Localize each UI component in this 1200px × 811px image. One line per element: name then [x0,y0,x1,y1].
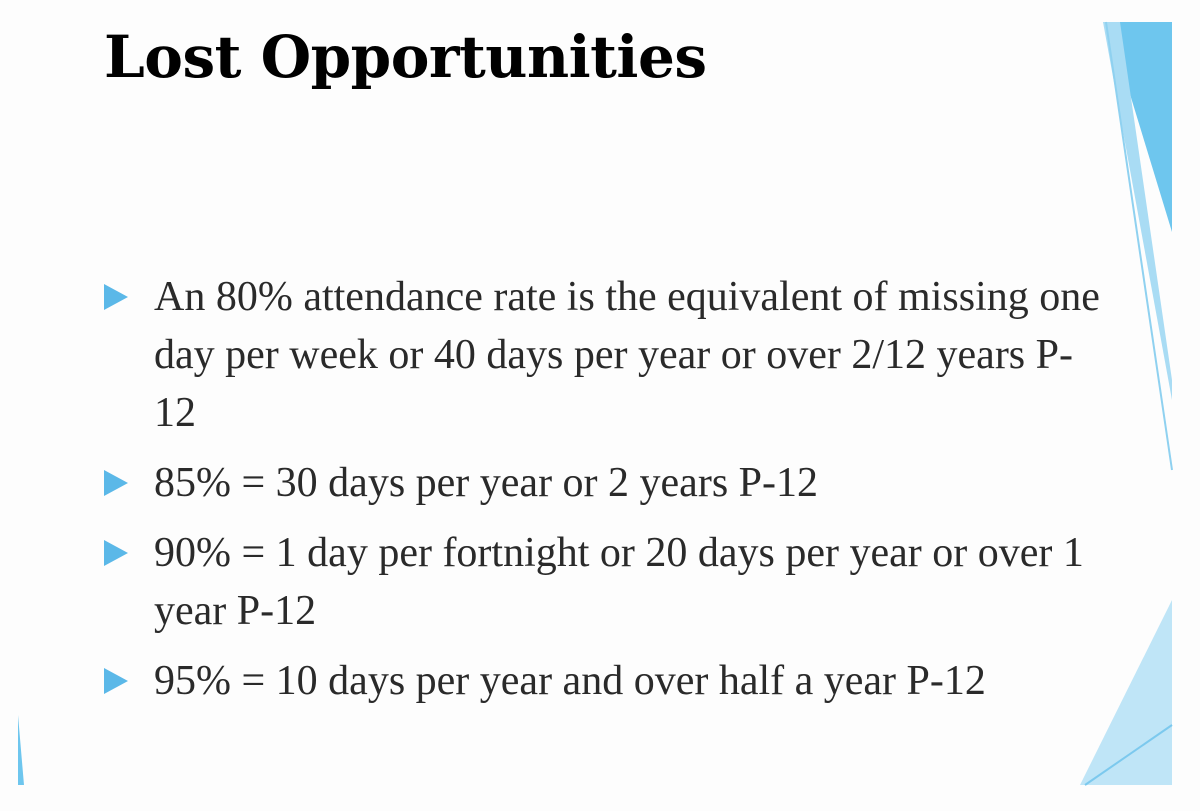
bullet-text: 90% = 1 day per fortnight or 20 days per year or over 1 year P-12 [154,530,1084,634]
bullet-text: 95% = 10 days per year and over half a year P-12 [154,658,986,704]
triangle-right-icon [104,268,154,326]
bullet-text: 85% = 30 days per year or 2 years P-12 [154,460,819,506]
slide-title: Lost Opportunities [104,23,707,91]
triangle-right-icon [104,454,154,512]
decoration-line-bottom-right [1085,725,1172,785]
list-item [104,652,1104,710]
list-item [104,454,1104,512]
decoration-shard-top-right-light [1103,22,1172,400]
list-item [104,268,1104,442]
decoration-shard-top-right [1108,22,1172,232]
decoration-shard-bottom-left [18,715,24,785]
triangle-right-icon [104,652,154,710]
bullet-list [104,268,1104,722]
list-item [104,524,1104,640]
bullet-text: An 80% attendance rate is the equivalent of missing one day per week or 40 days per year or over 2/12 years P-12 [154,274,1100,436]
decoration-line-right [1106,22,1172,470]
triangle-right-icon [104,524,154,582]
